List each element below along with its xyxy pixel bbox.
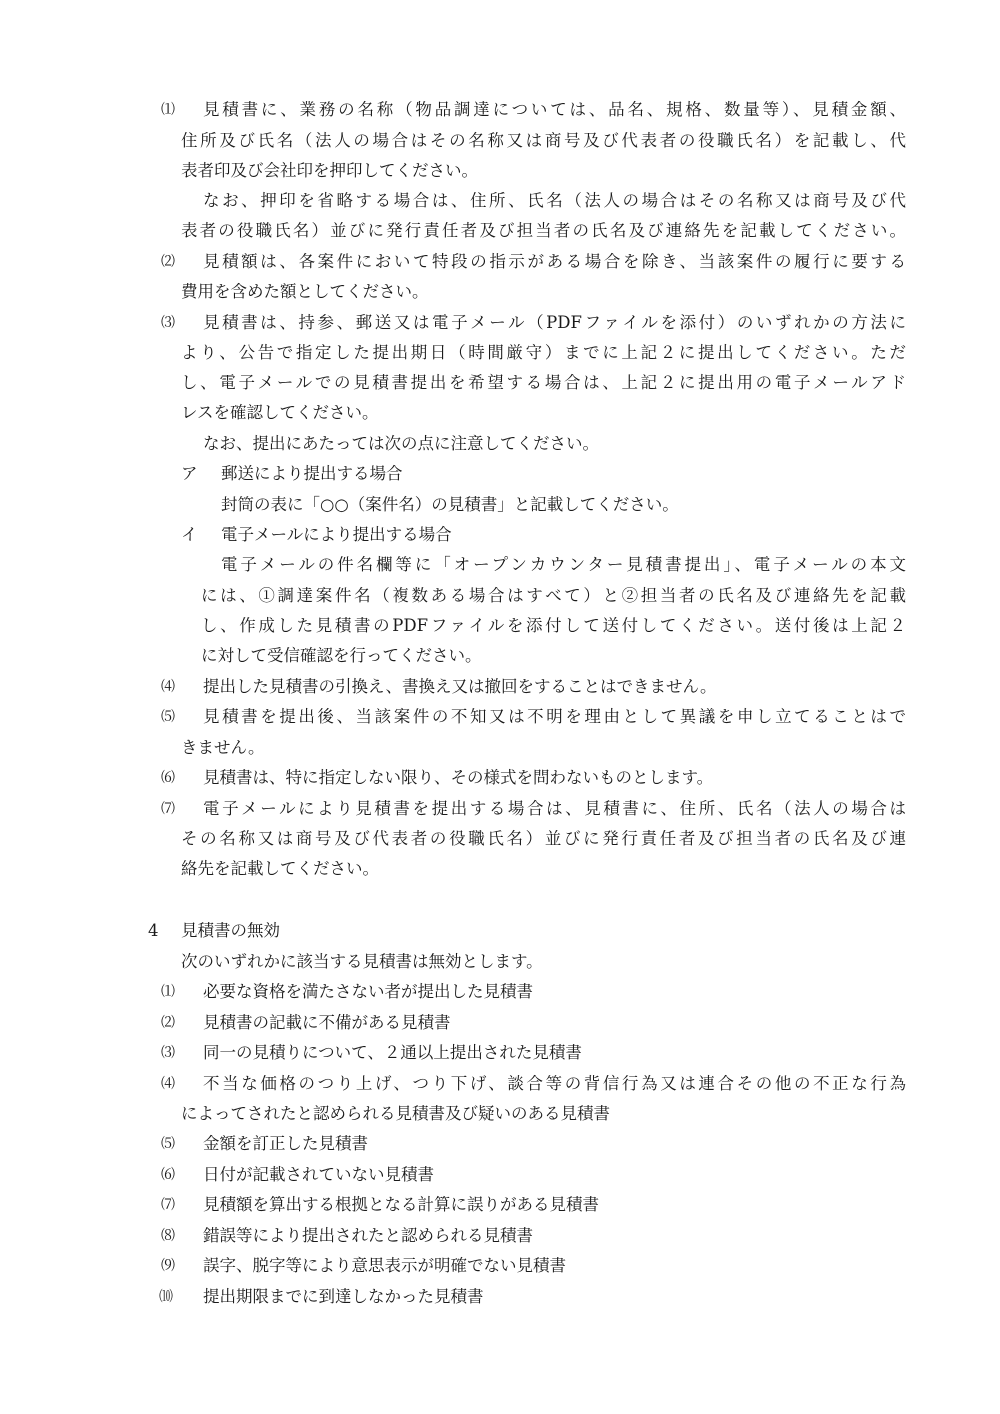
item-text-line: 不当な価格のつり上げ、つり下げ、談合等の背信行為又は連合その他の不正な行為 [203, 1074, 906, 1093]
item-text-line: 提出した見積書の引換え、書換え又は撤回をすることはできません。 [203, 677, 717, 696]
item-text-line: し、電子メールでの見積書提出を希望する場合は、上記２に提出用の電子メールアド [181, 373, 906, 392]
item-text-line: 住所及び氏名（法人の場合はその名称又は商号及び代表者の役職氏名）を記載し、代 [181, 131, 906, 150]
item-text-line: によってされたと認められる見積書及び疑いのある見積書 [181, 1104, 610, 1123]
item-text-line: 絡先を記載してください。 [181, 859, 379, 878]
sub-item-title: 郵送により提出する場合 [221, 464, 403, 483]
item-text-line: 錯誤等により提出されたと認められる見積書 [203, 1226, 533, 1245]
item-number: ⑸ [161, 1136, 175, 1152]
item-text-line: 見積書は、持参、郵送又は電子メール（PDFファイルを添付）のいずれかの方法に [203, 313, 906, 332]
item-number: ⑸ [161, 709, 175, 725]
item-text-line: 見積書を提出後、当該案件の不知又は不明を理由として異議を申し立てることはで [203, 707, 907, 726]
item-note-line: 表者の役職氏名）並びに発行責任者及び担当者の氏名及び連絡先を記載してください。 [181, 221, 906, 240]
section-number: 4 [148, 921, 159, 940]
item-number: ⑷ [161, 1076, 175, 1092]
sub-item-line: 封筒の表に「○○（案件名）の見積書」と記載してください。 [221, 495, 679, 514]
item-number: ⑺ [161, 801, 175, 817]
item-number: ⑵ [161, 1015, 175, 1031]
item-number: ⑹ [161, 770, 175, 786]
item-text-line: 同一の見積りについて、２通以上提出された見積書 [203, 1043, 582, 1062]
item-text-line: 見積書は、特に指定しない限り、その様式を問わないものとします。 [203, 768, 714, 787]
sub-item-mark: ア [181, 464, 198, 483]
item-text-line: 費用を含めた額としてください。 [181, 282, 429, 301]
item-number: ⑼ [161, 1258, 175, 1274]
item-number: ⑺ [161, 1197, 175, 1213]
sub-item-line: に対して受信確認を行ってください。 [201, 646, 482, 665]
item-text-line: レスを確認してください。 [181, 403, 379, 422]
item-text-line: より、公告で指定した提出期日（時間厳守）までに上記２に提出してください。ただ [181, 343, 906, 362]
item-text-line: 必要な資格を満たさない者が提出した見積書 [203, 982, 533, 1001]
item-number: ⑴ [161, 102, 175, 118]
item-text-line: 見積書に、業務の名称（物品調達については、品名、規格、数量等）、見積金額、 [203, 100, 906, 119]
sub-item-mark: イ [181, 525, 198, 544]
item-number: ⑷ [161, 679, 175, 695]
item-text-line: 見積額は、各案件において特段の指示がある場合を除き、当該案件の履行に要する [203, 252, 906, 271]
item-text-line: 誤字、脱字等により意思表示が明確でない見積書 [203, 1256, 566, 1275]
item-number: ⑵ [161, 254, 175, 270]
item-note-line: なお、押印を省略する場合は、住所、氏名（法人の場合はその名称又は商号及び代 [203, 191, 906, 210]
item-number: ⑽ [159, 1289, 173, 1305]
item-number: ⑶ [161, 315, 175, 331]
item-text-line: 見積額を算出する根拠となる計算に誤りがある見積書 [203, 1195, 599, 1214]
item-text-line: 表者印及び会社印を押印してください。 [181, 161, 478, 180]
item-text-line: その名称又は商号及び代表者の役職氏名）並びに発行責任者及び担当者の氏名及び連 [181, 829, 906, 848]
item-note-line: なお、提出にあたっては次の点に注意してください。 [203, 434, 599, 453]
item-text-line: 提出期限までに到達しなかった見積書 [203, 1287, 484, 1306]
item-text-line: きません。 [181, 738, 265, 757]
item-number: ⑶ [161, 1045, 175, 1061]
sub-item-line: し、作成した見積書のPDFファイルを添付して送付してください。送付後は上記２ [201, 616, 906, 635]
section-intro: 次のいずれかに該当する見積書は無効とします。 [181, 952, 543, 971]
sub-item-line: には、①調達案件名（複数ある場合はすべて）と②担当者の氏名及び連絡先を記載 [201, 586, 906, 605]
sub-item-line: 電子メールの件名欄等に「オープンカウンター見積書提出」、電子メールの本文 [221, 555, 906, 574]
item-text-line: 見積書の記載に不備がある見積書 [203, 1013, 451, 1032]
section-heading: 見積書の無効 [181, 921, 280, 940]
item-text-line: 金額を訂正した見積書 [203, 1134, 368, 1153]
item-number: ⑹ [161, 1167, 175, 1183]
item-text-line: 電子メールにより見積書を提出する場合は、見積書に、住所、氏名（法人の場合は [203, 799, 906, 818]
item-number: ⑻ [161, 1228, 175, 1244]
sub-item-title: 電子メールにより提出する場合 [221, 525, 452, 544]
item-number: ⑴ [161, 984, 175, 1000]
item-text-line: 日付が記載されていない見積書 [203, 1165, 434, 1184]
